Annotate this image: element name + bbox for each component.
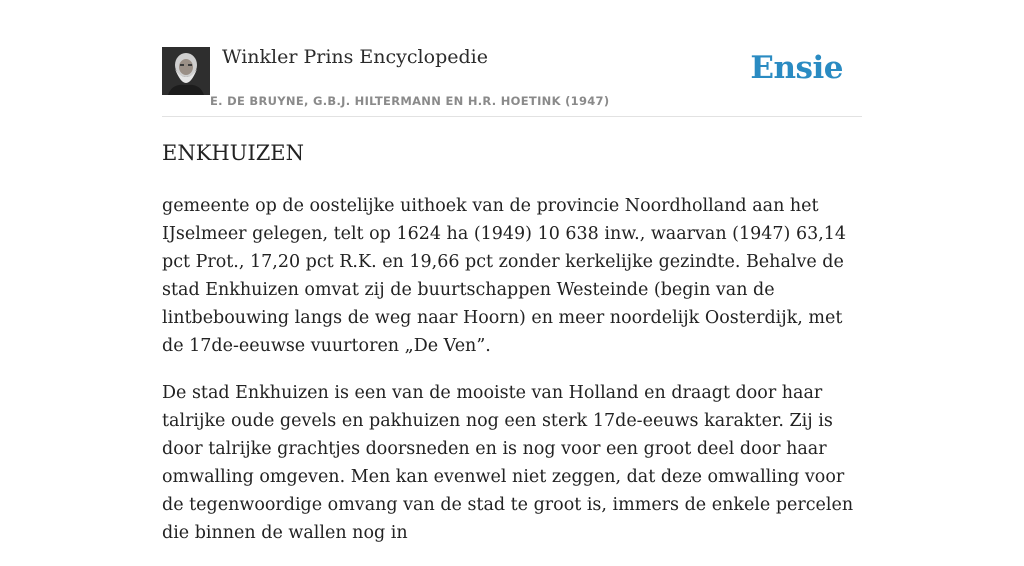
bearded-man-portrait-icon (162, 47, 210, 95)
author-avatar (162, 47, 210, 95)
brand-logo[interactable]: Ensie (750, 50, 843, 86)
article-paragraph: De stad Enkhuizen is een van de mooiste van Holland en draagt door haar talrijke oude gevels en pakhuizen nog een sterk 17de-eeuws karakter. Zij is door talrijke grachtjes doorsneden en is nog voor een groot deel door haar omwalling omgeven. Men kan evenwel niet zeggen, dat deze omwalling voor de tegenwoordige omvang van de stad te groot is, immers de enkele percelen die binnen de wallen nog in (162, 383, 854, 543)
site-title[interactable]: Winkler Prins Encyclopedie (222, 46, 488, 68)
site-header (162, 44, 862, 117)
article-body (162, 192, 862, 566)
article-paragraph: gemeente op de oostelijke uithoek van de provincie Noordholland aan het IJselmeer gelegen, telt op 1624 ha (1949) 10 638 inw., waarvan (1947) 63,14 pct Prot., 17,20 pct R.K. en 19,66 pct zonder kerkelijke gezindte. Behalve de stad Enkhuizen omvat zij de buurtschappen Westeinde (begin van de lintbebouwing langs de weg naar Hoorn) en meer noordelijk Oosterdijk, met de 17de-eeuwse vuurtoren „De Ven”. (162, 196, 847, 356)
authors-line: E. DE BRUYNE, G.B.J. HILTERMANN EN H.R. HOETINK (1947) (210, 94, 610, 108)
article-headword: ENKHUIZEN (162, 141, 304, 165)
